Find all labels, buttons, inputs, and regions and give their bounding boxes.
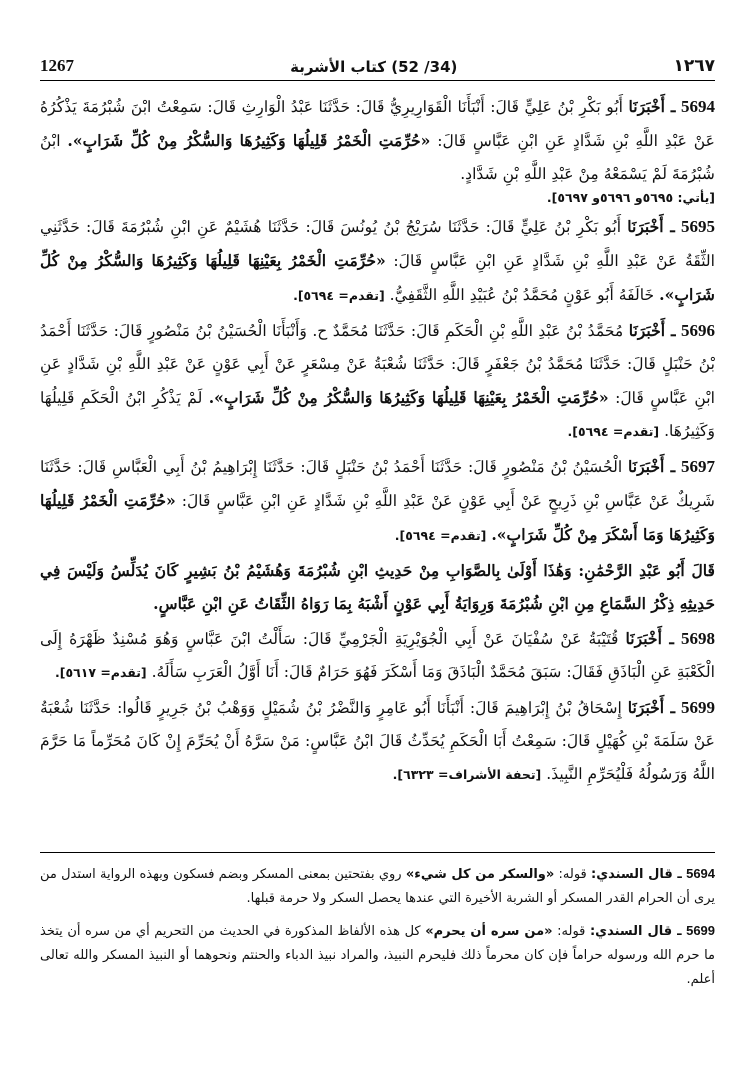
hadith-keyword: ـ أَخْبَرَنَا	[628, 97, 676, 116]
hadith-isnad: أَبُو بَكْرِ بْنُ عَلِيٍّ قَالَ: حَدَّثَنَا سُرَيْجُ بْنُ يُونُسَ قَالَ: حَدَّثَنَا هُشَيْمٌ عَنِ ابْنِ شُبْرُمَةَ قَالَ: حَدَّثَنِي الثِّقَةُ عَنْ عَبْدِ اللَّهِ بْنِ شَدَّادٍ عَنِ ابْنِ عَبَّاسٍ قَالَ:	[40, 218, 715, 270]
page-header	[40, 50, 715, 76]
hadith-isnad: الْحُسَيْنُ بْنُ مَنْصُورٍ قَالَ: حَدَّثَنَا أَحْمَدُ بْنُ حَنْبَلٍ قَالَ: حَدَّثَنَا إِبْرَاهِيمُ بْنُ أَبِي الْعَبَّاسِ قَالَ: حَدَّثَنَا شَرِيكٌ عَنْ عَبَّاسِ بْنِ ذَرِيحٍ عَنْ أَبِي عَوْنٍ عَنْ عَبْدِ اللَّهِ بْنِ شَدَّادٍ عَنِ ابْنِ عَبَّاسٍ قَالَ:	[40, 458, 715, 510]
page-number-latin: 1267	[40, 56, 74, 75]
footnote-text: روي بفتحتين بمعنى المسكر وبضم فسكون وبهذه الرواية استدل من يرى أن الحرام القدر المسكر أو الشربة الأخيرة التي عندها يحصل السكر ولا حرمة قبلها.	[40, 867, 715, 906]
hadith-keyword: ـ أَخْبَرَنَا	[627, 217, 675, 236]
hadith-remark: خَالَفَهُ أَبُو عَوْنٍ مُحَمَّدُ بْنُ عُبَيْدِ اللَّهِ الثَّقَفِيُّ.	[389, 286, 655, 304]
footnote-number: 5694	[686, 866, 716, 881]
hadith-matn: «حُرِّمَتِ الْخَمْرُ قَلِيلُهَا وَكَثِيرُهَا وَمَا أَسْكَرَ مِنْ كُلِّ شَرَابٍ».	[40, 491, 715, 544]
footnote-text: كل هذه الألفاظ المذكورة في الحديث من التحريم أي من سره أن يتخذ ما حرم الله ورسوله حراماً فإن كان محرماً ذلك فليحرم النبيذ، والمراد نبيذ الدباء والحنتم ونحوهما أو النبيذ المسكر والله تعالى أعلم.	[40, 924, 715, 987]
hadith-isnad: أَبُو بَكْرِ بْنُ عَلِيٍّ قَالَ: أَنْبَأَنَا الْقَوَارِيرِيُّ قَالَ: حَدَّثَنَا عَبْدُ الْوَارِثِ قَالَ: سَمِعْتُ ابْنَ شُبْرُمَةَ يَذْكُرُهُ عَنْ عَبْدِ اللَّهِ بْنِ شَدَّادٍ عَنِ ابْنِ عَبَّاسٍ قَالَ:	[40, 98, 715, 150]
hadith-reference: [تقدم= ٥٦٩٤].	[293, 288, 385, 303]
hadith-reference: [تحفة الأشراف= ٦٣٢٣].	[392, 767, 542, 782]
hadith-reference: [تقدم= ٥٦٩٤].	[394, 528, 487, 543]
running-title: (34/ 52) كتاب الأشربة	[290, 58, 458, 76]
hadith-number: 5699	[681, 698, 715, 717]
footnote-lead: ـ قال السندي:	[591, 867, 682, 882]
commentary-lead: قَالَ أَبُو عَبْدِ الرَّحْمَٰنِ:	[578, 561, 716, 580]
hadith-keyword: ـ أَخْبَرَنَا	[628, 321, 676, 340]
footnote-number: 5699	[686, 923, 716, 938]
hadith-keyword: ـ أَخْبَرَنَا	[625, 629, 674, 648]
hadith-matn: «حُرِّمَتِ الْخَمْرُ بِعَيْنِهَا قَلِيلُهَا وَكَثِيرُهَا وَالسُّكْرُ مِنْ كُلِّ شَرَابٍ».	[208, 388, 609, 407]
hadith-reference-line	[40, 187, 715, 210]
footnote	[40, 919, 715, 992]
footnote-rule	[40, 852, 715, 853]
footnotes	[40, 862, 715, 1000]
hadith-number: 5698	[681, 629, 715, 648]
hadith-text: إِسْحَاقُ بْنُ إِبْرَاهِيمَ قَالَ: أَنْبَأَنَا أَبُو عَامِرٍ وَالنَّضْرُ بْنُ شُمَيْلٍ وَوَهْبُ بْنُ جَرِيرٍ قَالُوا: حَدَّثَنَا شُعْبَةُ عَنْ سَلَمَةَ بْنِ كُهَيْلٍ قَالَ: سَمِعْتُ أَبَا الْحَكَمِ يُحَدِّثُ قَالَ ابْنُ عَبَّاسٍ: مَنْ سَرَّهُ أَنْ يُحَرِّمَ إِنْ كَانَ مُحَرِّماً مَا حَرَّمَ اللَّهُ وَرَسُولُهُ فَلْيُحَرِّمِ النَّبِيذَ.	[40, 699, 715, 783]
hadith-matn: «حُرِّمَتِ الْخَمْرُ بِعَيْنِهَا قَلِيلُهَا وَكَثِيرُهَا وَالسُّكْرُ مِنْ كُلِّ شَرَابٍ».	[40, 251, 715, 304]
hadith-entry	[40, 622, 715, 689]
hadith-isnad: مُحَمَّدُ بْنُ عَبْدِ اللَّهِ بْنِ الْحَكَمِ قَالَ: حَدَّثَنَا مُحَمَّدٌ ح. وَأَنْبَأَنَا الْحُسَيْنُ بْنُ مَنْصُورٍ قَالَ: حَدَّثَنَا أَحْمَدُ بْنُ حَنْبَلٍ قَالَ: حَدَّثَنَا مُحَمَّدُ بْنُ جَعْفَرٍ قَالَ: حَدَّثَنَا شُعْبَةُ عَنْ مِسْعَرٍ عَنْ أَبِي عَوْنٍ عَنْ عَبْدِ اللَّهِ بْنِ شَدَّادٍ عَنِ ابْنِ عَبَّاسٍ قَالَ:	[40, 322, 715, 407]
hadith-entry	[40, 210, 715, 312]
hadith-keyword: ـ أَخْبَرَنَا	[627, 457, 676, 476]
hadith-entry	[40, 314, 715, 448]
hadith-entry	[40, 450, 715, 552]
footnote-quote: «من سره أن يحرم»	[425, 924, 553, 939]
footnote-quote: «والسكر من كل شيء»	[405, 867, 555, 882]
footnote-text: قوله:	[557, 924, 586, 939]
header-rule	[40, 80, 715, 81]
hadith-reference: [تقدم= ٥٦٩٤].	[567, 424, 660, 439]
hadith-text-body	[40, 90, 715, 793]
hadith-reference: [تقدم= ٥٦١٧].	[54, 665, 147, 680]
hadith-text: قُتَيْبَةُ عَنْ سُفْيَانَ عَنْ أَبِي الْجُوَيْرِيَةِ الْجَرْمِيِّ قَالَ: سَأَلْتُ ابْنَ عَبَّاسٍ وَهُوَ مُسْنِدٌ ظَهْرَهُ إِلَى الْكَعْبَةِ عَنِ الْبَاذَقِ فَقَالَ: سَبَقَ مُحَمَّدٌ الْبَاذَقَ وَمَا أَسْكَرَ فَهُوَ حَرَامٌ قَالَ: أَنَا أَوَّلُ الْعَرَبِ سَأَلَهُ.	[40, 630, 715, 681]
hadith-keyword: ـ أَخْبَرَنَا	[627, 698, 676, 717]
hadith-number: 5696	[680, 321, 715, 340]
page-number-arabic: ١٢٦٧	[673, 56, 715, 76]
footnote-text: قوله:	[558, 867, 587, 882]
footnote-lead: ـ قال السندي:	[589, 924, 682, 939]
hadith-remark: ابْنُ شُبْرُمَةَ لَمْ يَسْمَعْهُ مِنْ عَبْدِ اللَّهِ بْنِ شَدَّادٍ.	[40, 132, 715, 183]
hadith-matn: «حُرِّمَتِ الْخَمْرُ قَلِيلُهَا وَكَثِيرُهَا وَالسُّكْرُ مِنْ كُلِّ شَرَابٍ».	[67, 131, 431, 150]
hadith-reference: [يأتي: ٥٦٩٥و ٥٦٩٦و ٥٦٩٧].	[546, 190, 715, 205]
hadith-number: 5695	[681, 217, 715, 236]
hadith-remark: لَمْ يَذْكُرِ ابْنُ الْحَكَمِ قَلِيلُهَا وَكَثِيرُهَا.	[40, 389, 715, 440]
hadith-entry	[40, 90, 715, 191]
author-commentary	[40, 554, 715, 620]
footnote	[40, 862, 715, 911]
hadith-number: 5694	[680, 97, 715, 116]
hadith-number: 5697	[680, 457, 715, 476]
commentary-text: وَهَٰذَا أَوْلَىٰ بِالصَّوَابِ مِنْ حَدِيثِ ابْنِ شُبْرُمَةَ وَهُشَيْمُ بْنُ بَشِيرٍ كَانَ يُدَلِّسُ وَلَيْسَ فِي حَدِيثِهِ ذِكْرُ السَّمَاعِ مِنِ ابْنِ شُبْرُمَةَ وَرِوَايَةُ أَبِي عَوْنٍ أَشْبَهُ بِمَا رَوَاهُ الثِّقَاتُ عَنِ ابْنِ عَبَّاسٍ.	[40, 561, 715, 613]
hadith-entry	[40, 691, 715, 791]
